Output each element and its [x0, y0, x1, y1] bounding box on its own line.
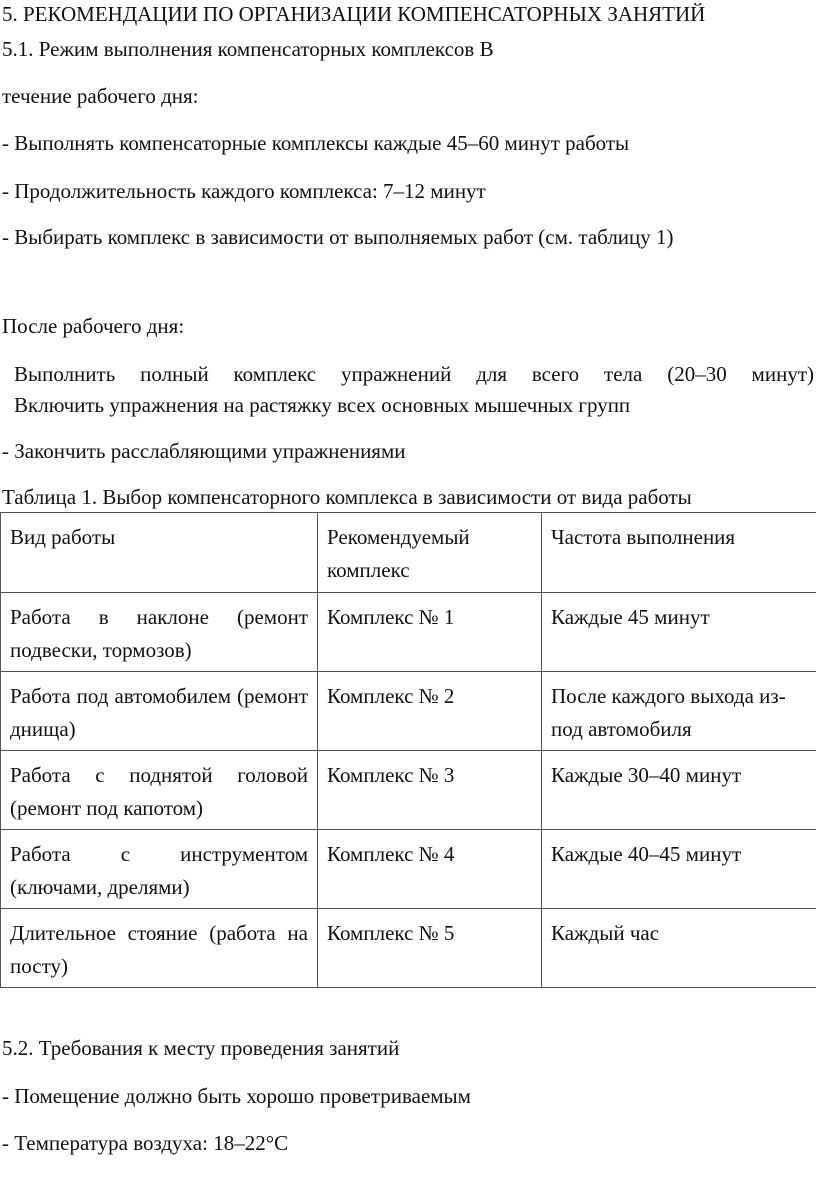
table-cell: Комплекс № 3: [318, 751, 542, 830]
table-cell: Комплекс № 5: [318, 909, 542, 988]
table-cell: Каждые 30–40 минут: [542, 751, 816, 830]
subsection-5-2-heading: 5.2. Требования к месту проведения занятий: [2, 1036, 400, 1060]
list-item: - Температура воздуха: 18–22°C: [2, 1131, 289, 1155]
list-item: - Выполнять компенсаторные комплексы каждые 45–60 минут работы: [2, 131, 630, 155]
table-cell: Комплекс № 1: [318, 593, 542, 672]
table-cell: Каждый час: [542, 909, 816, 988]
table-cell: Длительное стояние (работа на посту): [1, 909, 318, 988]
list-item: - Выбирать комплекс в зависимости от выполняемых работ (см. таблицу 1): [2, 225, 674, 249]
table-row: [1, 830, 816, 909]
after-workday-heading: После рабочего дня:: [2, 314, 185, 338]
table-row: [1, 672, 816, 751]
table-row: [1, 909, 816, 988]
table-row: [1, 751, 816, 830]
table-cell: Работа в наклоне (ремонт подвески, тормозов): [1, 593, 318, 672]
list-item: - Закончить расслабляющими упражнениями: [2, 439, 406, 463]
table-cell: Работа под автомобилем (ремонт днища): [1, 672, 318, 751]
column-header: Частота выполнения: [542, 513, 816, 593]
subsection-5-1-heading: 5.1. Режим выполнения компенсаторных комплексов В: [2, 37, 494, 61]
table-header-row: [1, 513, 816, 593]
complex-table: [0, 512, 816, 988]
table-cell: Каждые 45 минут: [542, 593, 816, 672]
list-item: Выполнить полный комплекс упражнений для всего тела (20–30 минут): [14, 362, 814, 386]
table-cell: После каждого выхода из-под автомобиля: [542, 672, 816, 751]
table-row: [1, 593, 816, 672]
list-item: - Продолжительность каждого комплекса: 7–12 минут: [2, 179, 486, 203]
table-cell: Комплекс № 2: [318, 672, 542, 751]
table-cell: Комплекс № 4: [318, 830, 542, 909]
column-header: Рекомендуемый комплекс: [318, 513, 542, 593]
list-item: Включить упражнения на растяжку всех основных мышечных групп: [14, 393, 631, 417]
list-item: - Помещение должно быть хорошо проветриваемым: [2, 1084, 471, 1108]
table-caption: Таблица 1. Выбор компенсаторного комплекса в зависимости от вида работы: [2, 485, 692, 509]
table-cell: Работа с поднятой головой (ремонт под капотом): [1, 751, 318, 830]
section-title: 5. РЕКОМЕНДАЦИИ ПО ОРГАНИЗАЦИИ КОМПЕНСАТОРНЫХ ЗАНЯТИЙ: [2, 2, 706, 26]
subsection-5-1-heading-cont: течение рабочего дня:: [2, 84, 199, 108]
table-cell: Каждые 40–45 минут: [542, 830, 816, 909]
table-cell: Работа с инструментом (ключами, дрелями): [1, 830, 318, 909]
column-header: Вид работы: [1, 513, 318, 593]
